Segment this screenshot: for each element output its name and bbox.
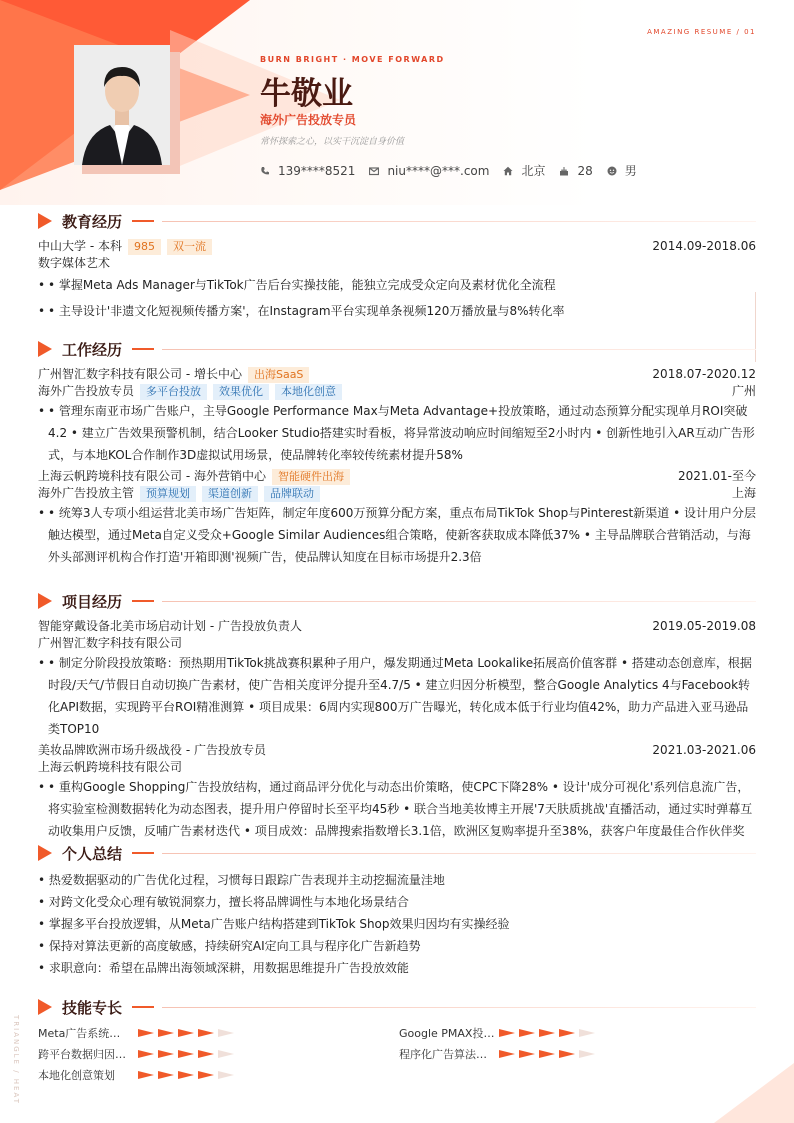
skill-level-arrow-icon [158,1029,174,1037]
role-tag: 预算规划 [140,486,196,502]
section-line [162,349,756,350]
skill-level-arrow-icon [198,1050,214,1058]
header-tagline: BURN BRIGHT · MOVE FORWARD [260,55,445,64]
work-date: 2018.07-2020.12 [652,367,756,381]
summary-item: • 求职意向：希望在品牌出海领域深耕，用数据思维提升广告投放效能 [38,961,409,975]
triangle-marker-icon [38,213,52,229]
skill-level-arrow-icon [218,1071,234,1079]
section-header [38,996,756,1018]
skill-level-arrow-icon [198,1029,214,1037]
skill-meter [499,1029,599,1037]
motto: 常怀探索之心，以实干沉淀自身价值 [260,137,405,147]
section-line [162,853,756,854]
project-date: 2019.05-2019.08 [652,619,756,633]
section-dash [132,348,154,350]
skill-level-arrow-icon [519,1029,535,1037]
section-dash [132,600,154,602]
skill-level-arrow-icon [198,1071,214,1079]
work-location: 上海 [731,486,756,500]
section-title: 个人总结 [62,844,123,863]
skill-name: Google PMAX投… [399,1027,495,1040]
work-role-row [38,383,756,400]
home-icon [503,166,513,176]
skill-level-arrow-icon [138,1071,154,1079]
skill-meter [499,1050,599,1058]
work-section [38,338,756,568]
triangle-marker-icon [38,845,52,861]
skill-name: 程序化广告算法… [399,1048,487,1061]
education-section [38,210,756,322]
section-line [162,601,756,602]
project-date: 2021.03-2021.06 [652,743,756,757]
skill-item [38,1025,238,1041]
role-tag: 多平台投放 [140,384,207,400]
skill-level-arrow-icon [178,1029,194,1037]
location-value: 北京 [521,164,546,178]
education-date: 2014.09-2018.06 [652,239,756,253]
skill-level-arrow-icon [178,1071,194,1079]
summary-item: • 热爱数据驱动的广告优化过程，习惯每日跟踪广告表现并主动挖掘流量洼地 [38,873,445,887]
email-value: niu****@***.com [387,163,490,178]
summary-section [38,842,756,979]
user-icon [607,166,617,176]
skill-item [399,1025,599,1041]
role-tag: 渠道创新 [202,486,258,502]
project-org-row [38,635,756,652]
role-tag: 本地化创意 [275,384,342,400]
corner-triangle-decoration [714,1063,794,1123]
skill-item [38,1046,238,1062]
skill-level-arrow-icon [539,1029,555,1037]
company-name: 广州智汇数字科技有限公司 - 增长中心 [38,367,242,381]
skill-level-arrow-icon [499,1029,515,1037]
role-tag: 效果优化 [213,384,269,400]
skill-name: 本地化创意策划 [38,1069,115,1082]
job-title: 海外广告投放专员 [260,113,357,127]
section-line [162,1007,756,1008]
phone-value: 139****8521 [278,163,356,178]
summary-item: • 对跨文化受众心理有敏锐洞察力，擅长将品牌调性与本地化场景结合 [38,895,409,909]
education-item: • • 主导设计'非遗文化短视频传播方案'，在Instagram平台实现单条视频120万播放量与8%转化率 [38,304,565,318]
skill-level-arrow-icon [218,1029,234,1037]
section-dash [132,1006,154,1008]
age-value: 28 [577,163,593,178]
work-role-row [38,485,756,502]
section-title: 教育经历 [62,212,123,231]
company-name: 上海云帆跨境科技有限公司 - 海外营销中心 [38,469,266,483]
section-header [38,210,756,232]
triangle-marker-icon [38,999,52,1015]
work-company-row [38,366,756,383]
project-description: • • 制定分阶段投放策略：预热期用TikTok挑战赛积累种子用户，爆发期通过Meta Lookalike拓展高价值客群 • 搭建动态创意库，根据时段/天气/节假日自动切换广告素材，使广告相关度评分提升至4.7/5 • 建立归因分析模型，整合Google Analytics 4与Facebook转化API数据，实现跨平台ROI精准测算 • 项目成果：6周内实现800万广告曝光，转化成本低于行业均值42%，助力产品进入亚马逊品类TOP10 [38,656,752,736]
skill-level-arrow-icon [499,1050,515,1058]
work-company-row [38,468,756,485]
skill-item [399,1046,599,1062]
skill-meter [138,1071,238,1079]
phone-icon [260,166,270,176]
skill-level-arrow-icon [579,1029,595,1037]
skill-meter [138,1029,238,1037]
skill-level-arrow-icon [158,1050,174,1058]
skill-meter [138,1050,238,1058]
contact-bar [260,162,651,179]
work-description: • • 统筹3人专项小组运营北美市场广告矩阵，制定年度600万预算分配方案，重点布局TikTok Shop与Pinterest新渠道 • 设计用户分层触达模型，通过Meta自定义受众+Google Similar Audiences组合策略，使新客获取成本降低37% • 主导品牌联合营销活动，与海外头部测评机构合作打造'开箱即测'视频广告，使品牌认知度在目标市场提升2.3倍 [38,506,756,564]
major: 数字媒体艺术 [38,256,111,270]
gender-value: 男 [624,164,637,178]
summary-item: • 掌握多平台投放逻辑，从Meta广告账户结构搭建到TikTok Shop效果归因均有实操经验 [38,917,510,931]
project-org: 上海云帆跨境科技有限公司 [38,760,183,774]
corner-label: AMAZING RESUME / 01 [647,28,756,36]
section-title: 项目经历 [62,592,123,611]
triangle-marker-icon [38,341,52,357]
profile-photo [74,45,170,165]
school-tag: 985 [128,239,161,255]
project-name: 智能穿戴设备北美市场启动计划 - 广告投放负责人 [38,619,302,633]
candidate-name: 牛敬业 [260,76,353,112]
summary-item: • 保持对算法更新的高度敏感，持续研究AI定向工具与程序化广告新趋势 [38,939,421,953]
skill-name: Meta广告系统… [38,1027,121,1040]
skill-name: 跨平台数据归因… [38,1048,126,1061]
role-name: 海外广告投放专员 [38,384,135,398]
company-tag: 出海SaaS [248,367,309,383]
work-location: 广州 [731,384,756,398]
section-line [162,221,756,222]
skill-level-arrow-icon [559,1029,575,1037]
skill-level-arrow-icon [138,1029,154,1037]
skill-level-arrow-icon [539,1050,555,1058]
skill-level-arrow-icon [519,1050,535,1058]
section-header [38,842,756,864]
project-org: 广州智汇数字科技有限公司 [38,636,183,650]
section-title: 工作经历 [62,340,123,359]
project-description: • • 重构Google Shopping广告投放结构，通过商品评分优化与动态出价策略，使CPC下降28% • 设计'成分可视化'系列信息流广告，将实验室检测数据转化为动态图表，提升用户停留时长至平均45秒 • 联合当地美妆博主开展'7天肤质挑战'直播活动，通过实时弹幕互动收集用户反馈，反哺广告素材迭代 • 项目成效：品牌搜索指数增长3.1倍，欧洲区复购率提升至38%，获客户年度最佳合作伙伴奖 [38,780,753,838]
skill-level-arrow-icon [218,1050,234,1058]
school-name: 中山大学 - 本科 [38,239,122,253]
skill-level-arrow-icon [158,1071,174,1079]
section-title: 技能专长 [62,998,123,1017]
skill-level-arrow-icon [138,1050,154,1058]
skill-item [38,1067,238,1083]
projects-section [38,590,756,842]
skill-level-arrow-icon [559,1050,575,1058]
major-row [38,255,756,272]
project-name: 美妆品牌欧洲市场升级战役 - 广告投放专员 [38,743,266,757]
project-row [38,742,756,759]
skill-level-arrow-icon [178,1050,194,1058]
mail-icon [369,166,379,176]
education-row [38,238,756,255]
section-header [38,338,756,360]
skill-level-arrow-icon [579,1050,595,1058]
cake-icon [559,166,569,176]
section-dash [132,220,154,222]
section-header [38,590,756,612]
school-tag: 双一流 [167,239,212,255]
project-org-row [38,759,756,776]
work-date: 2021.01-至今 [678,469,756,483]
role-tag: 品牌联动 [264,486,320,502]
work-description: • • 管理东南亚市场广告账户，主导Google Performance Max与Meta Advantage+投放策略，通过动态预算分配实现单月ROI突破4.2 • 建立广告效果预警机制，结合Looker Studio搭建实时看板，将异常波动响应时间缩短至2小时内 • 创新性地引入AR互动广告形式，与本地KOL合作制作3D虚拟试用场景，使品牌转化率较传统素材提升58% [38,404,755,462]
section-dash [132,852,154,854]
project-row [38,618,756,635]
side-label: TRIANGLE / HEAT [12,1015,20,1105]
skills-section [38,996,756,1018]
education-item: • • 掌握Meta Ads Manager与TikTok广告后台实操技能，能独立完成受众定向及素材优化全流程 [38,278,556,292]
role-name: 海外广告投放主管 [38,486,135,500]
company-tag: 智能硬件出海 [272,469,350,485]
triangle-marker-icon [38,593,52,609]
